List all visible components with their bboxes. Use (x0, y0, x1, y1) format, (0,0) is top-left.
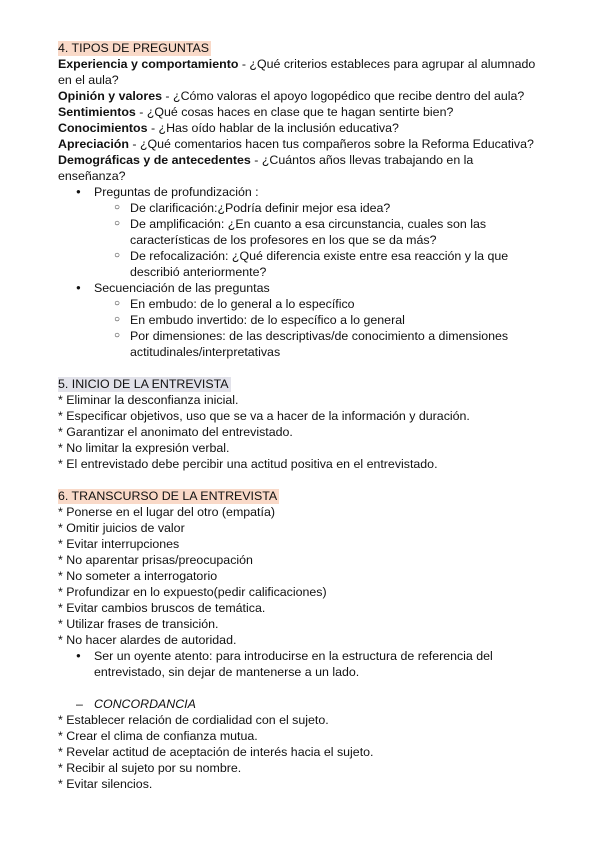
sub-bullet-item: ○ De amplificación: ¿En cuanto a esa circunstancia, cuales son las características de los profesores en los que se da más? (58, 216, 542, 248)
bullet-list (58, 184, 542, 360)
section-5-heading: 5. INICIO DE LA ENTREVISTA (58, 377, 229, 391)
question-type: Demográficas y de antecedentes - ¿Cuántos años llevas trabajando en la enseñanza? (58, 153, 474, 183)
text-line: * No hacer alardes de autoridad. (58, 633, 237, 647)
sub-bullet-item: ○ De refocalización: ¿Qué diferencia existe entre esa reacción y la que describió anteriormente? (58, 248, 542, 280)
question-type: Experiencia y comportamiento - ¿Qué criterios estableces para agrupar al alumnado en el aula? (58, 57, 536, 87)
text-line: * Revelar actitud de aceptación de interés hacia el sujeto. (58, 745, 374, 759)
sub-bullet-item: ○ En embudo: de lo general a lo específico (58, 296, 542, 312)
text-line: * Eliminar la desconfianza inicial. (58, 393, 239, 407)
text-line: * Garantizar el anonimato del entrevistado. (58, 425, 293, 439)
question-type: Opinión y valores - ¿Cómo valoras el apoyo logopédico que recibe dentro del aula? (58, 89, 525, 103)
question-type: Sentimientos - ¿Qué cosas haces en clase que te hagan sentirte bien? (58, 105, 454, 119)
text-line: * El entrevistado debe percibir una actitud positiva en el entrevistado. (58, 457, 438, 471)
text-line: * Evitar silencios. (58, 777, 153, 791)
text-line: * Ponerse en el lugar del otro (empatía) (58, 505, 275, 519)
text-line: * Evitar cambios bruscos de temática. (58, 601, 266, 615)
bullet-item: ● Preguntas de profundización : (58, 184, 542, 200)
concordancia-subheading: – CONCORDANCIA (58, 696, 542, 712)
sub-bullet-item: ○ En embudo invertido: de lo específico a lo general (58, 312, 542, 328)
bullet-item: ● Secuenciación de las preguntas (58, 280, 542, 296)
sub-bullet-item: ○ Por dimensiones: de las descriptivas/de conocimiento a dimensiones actitudinales/interpretativas (58, 328, 542, 360)
text-line: * No someter a interrogatorio (58, 569, 218, 583)
section-6-heading: 6. TRANSCURSO DE LA ENTREVISTA (58, 489, 278, 503)
text-line: * Recibir al sujeto por su nombre. (58, 761, 242, 775)
question-type: Conocimientos - ¿Has oído hablar de la inclusión educativa? (58, 121, 399, 135)
text-line: * Profundizar en lo expuesto(pedir calificaciones) (58, 585, 327, 599)
text-line: * No limitar la expresión verbal. (58, 441, 230, 455)
sub-bullet-item: ○ De clarificación:¿Podría definir mejor esa idea? (58, 200, 542, 216)
text-line: * Crear el clima de confianza mutua. (58, 729, 258, 743)
question-type: Apreciación - ¿Qué comentarios hacen tus compañeros sobre la Reforma Educativa? (58, 137, 534, 151)
text-line: * Omitir juicios de valor (58, 521, 185, 535)
text-line: * Utilizar frases de transición. (58, 617, 219, 631)
text-line: * Establecer relación de cordialidad con el sujeto. (58, 713, 329, 727)
text-line: * Especificar objetivos, uso que se va a hacer de la información y duración. (58, 409, 470, 423)
section-4-heading: 4. TIPOS DE PREGUNTAS (58, 41, 210, 55)
text-line: * No aparentar prisas/preocupación (58, 553, 253, 567)
bullet-item: ● Ser un oyente atento: para introducirse en la estructura de referencia del entrevistado, sin dejar de mantenerse a un lado. (58, 648, 542, 680)
bullet-list (58, 648, 542, 680)
text-line: * Evitar interrupciones (58, 537, 180, 551)
